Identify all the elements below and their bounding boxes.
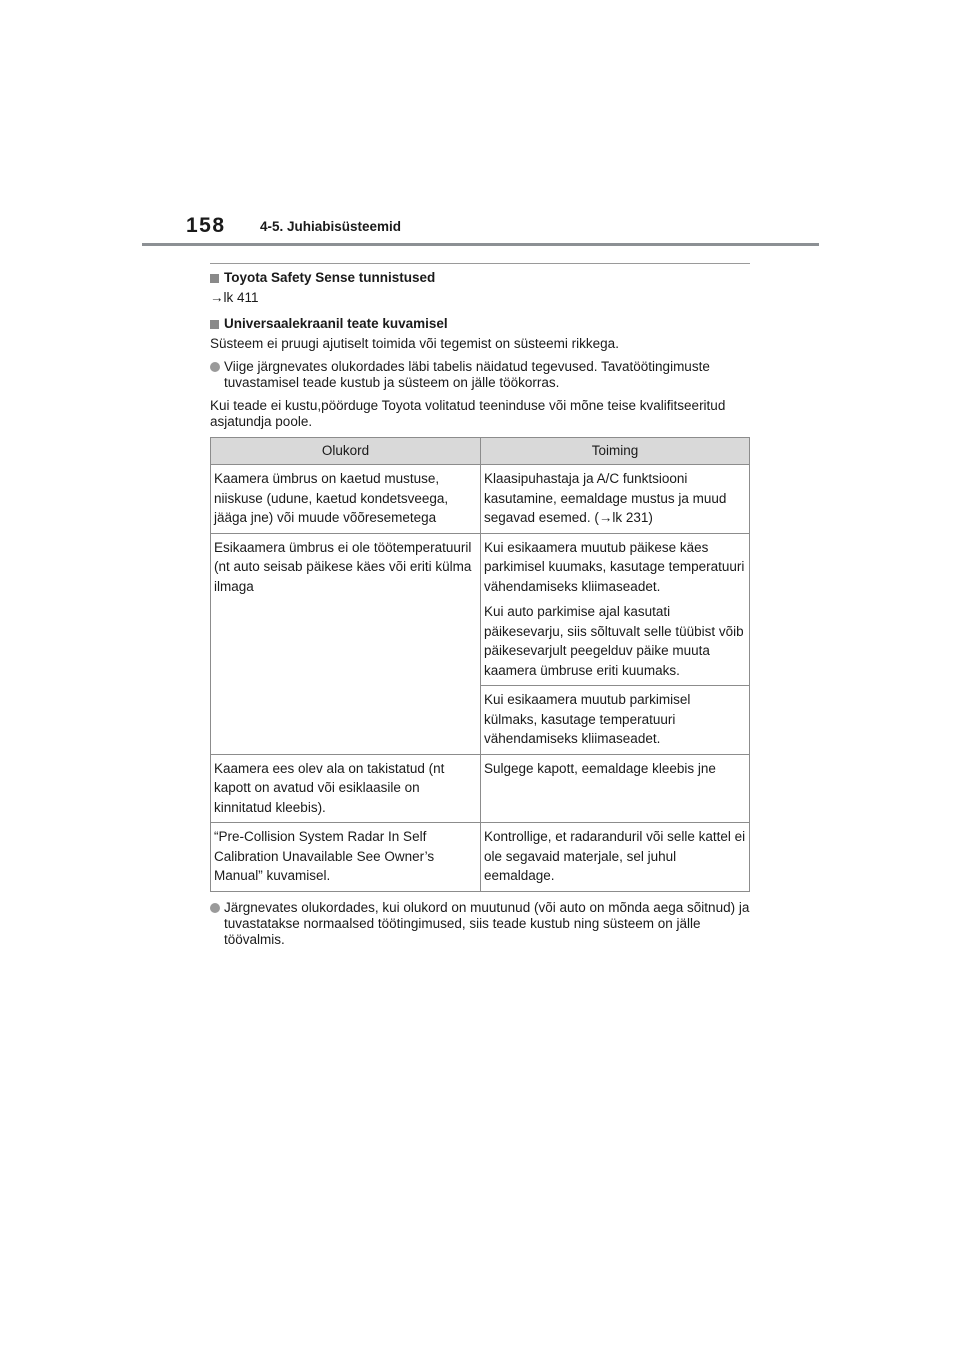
page-content [210, 263, 750, 955]
bullet-text: Järgnevates olukordades, kui olukord on muutunud (või auto on mõnda aega sõitnud) ja tuvastatakse normaalsed töötingimused, siis teade kustub ning süsteem on jälle töövalmis. [224, 899, 750, 947]
round-bullet-icon [210, 903, 220, 913]
section-heading-text: Universaalekraanil teate kuvamisel [224, 316, 448, 331]
column-header-action: Toiming [481, 438, 750, 465]
round-bullet-icon [210, 362, 220, 372]
table-row [211, 754, 750, 823]
section-heading-display-message [210, 316, 750, 332]
action-cell [481, 533, 750, 686]
table-header-row [211, 438, 750, 465]
action-cell: Klaasipuhastaja ja A/C funktsiooni kasutamine, eemaldage mustus ja muud segavad esemed. (→lk 231) [481, 465, 750, 534]
action-paragraph: Kui esikaamera muutub päikese käes parkimisel kuumaks, kasutage temperatuuri vähendamiseks kliimaseadet. [484, 539, 745, 594]
section-heading-text: Toyota Safety Sense tunnistused [224, 270, 436, 285]
square-bullet-icon [210, 320, 219, 329]
situation-cell: “Pre-Collision System Radar In Self Calibration Unavailable See Owner’s Manual” kuvamisel. [211, 823, 481, 892]
intro-paragraph: Süsteem ei pruugi ajutiselt toimida või tegemist on süsteemi rikkega. [210, 336, 619, 351]
header-divider [142, 243, 819, 246]
content-divider [210, 263, 750, 264]
contact-note: Kui teade ei kustu,pöörduge Toyota volitatud teeninduse või mõne teise kvalifitseeritud asjatundja poole. [210, 398, 726, 429]
bullet-text: Viige järgnevates olukordades läbi tabelis näidatud tegevused. Tavatöötingimuste tuvastamisel teade kustub ja süsteem on jälle töökorras. [224, 359, 710, 390]
page-number: 158 [186, 214, 226, 237]
table-row [211, 533, 750, 686]
page-reference: →lk 411 [210, 290, 259, 305]
action-cell: Kontrollige, et radaranduril või selle kattel ei ole segavaid materjale, sel juhul eemaldage. [481, 823, 750, 892]
table-row [211, 823, 750, 892]
action-cell: Kui esikaamera muutub parkimisel külmaks, kasutage temperatuuri vähendamiseks kliimaseadet. [481, 686, 750, 755]
page-header [0, 0, 960, 250]
situation-cell: Kaamera ümbrus on kaetud mustuse, niiskuse (udune, kaetud kondetsveega, jääga jne) või muude võõresemetega [211, 465, 481, 534]
section-heading-safety-sense [210, 270, 750, 286]
column-header-situation: Olukord [211, 438, 481, 465]
action-cell: Sulgege kapott, eemaldage kleebis jne [481, 754, 750, 823]
bullet-item [210, 900, 750, 948]
square-bullet-icon [210, 274, 219, 283]
situation-action-table [210, 437, 750, 892]
bullet-item [210, 359, 750, 391]
action-paragraph: Kui auto parkimise ajal kasutati päikesevarju, siis sõltuvalt selle tüübist võib päikesevarjult peegelduv päike muuta kaamera ümbruse eriti kuumaks. [484, 604, 744, 678]
section-title: 4-5. Juhiabisüsteemid [260, 219, 402, 234]
situation-cell: Esikaamera ümbrus ei ole töötemperatuuril (nt auto seisab päikese käes või eriti külma ilmaga [211, 533, 481, 754]
situation-cell: Kaamera ees olev ala on takistatud (nt kapott on avatud või esiklaasile on kinnitatud kleebis). [211, 754, 481, 823]
table-row [211, 465, 750, 534]
